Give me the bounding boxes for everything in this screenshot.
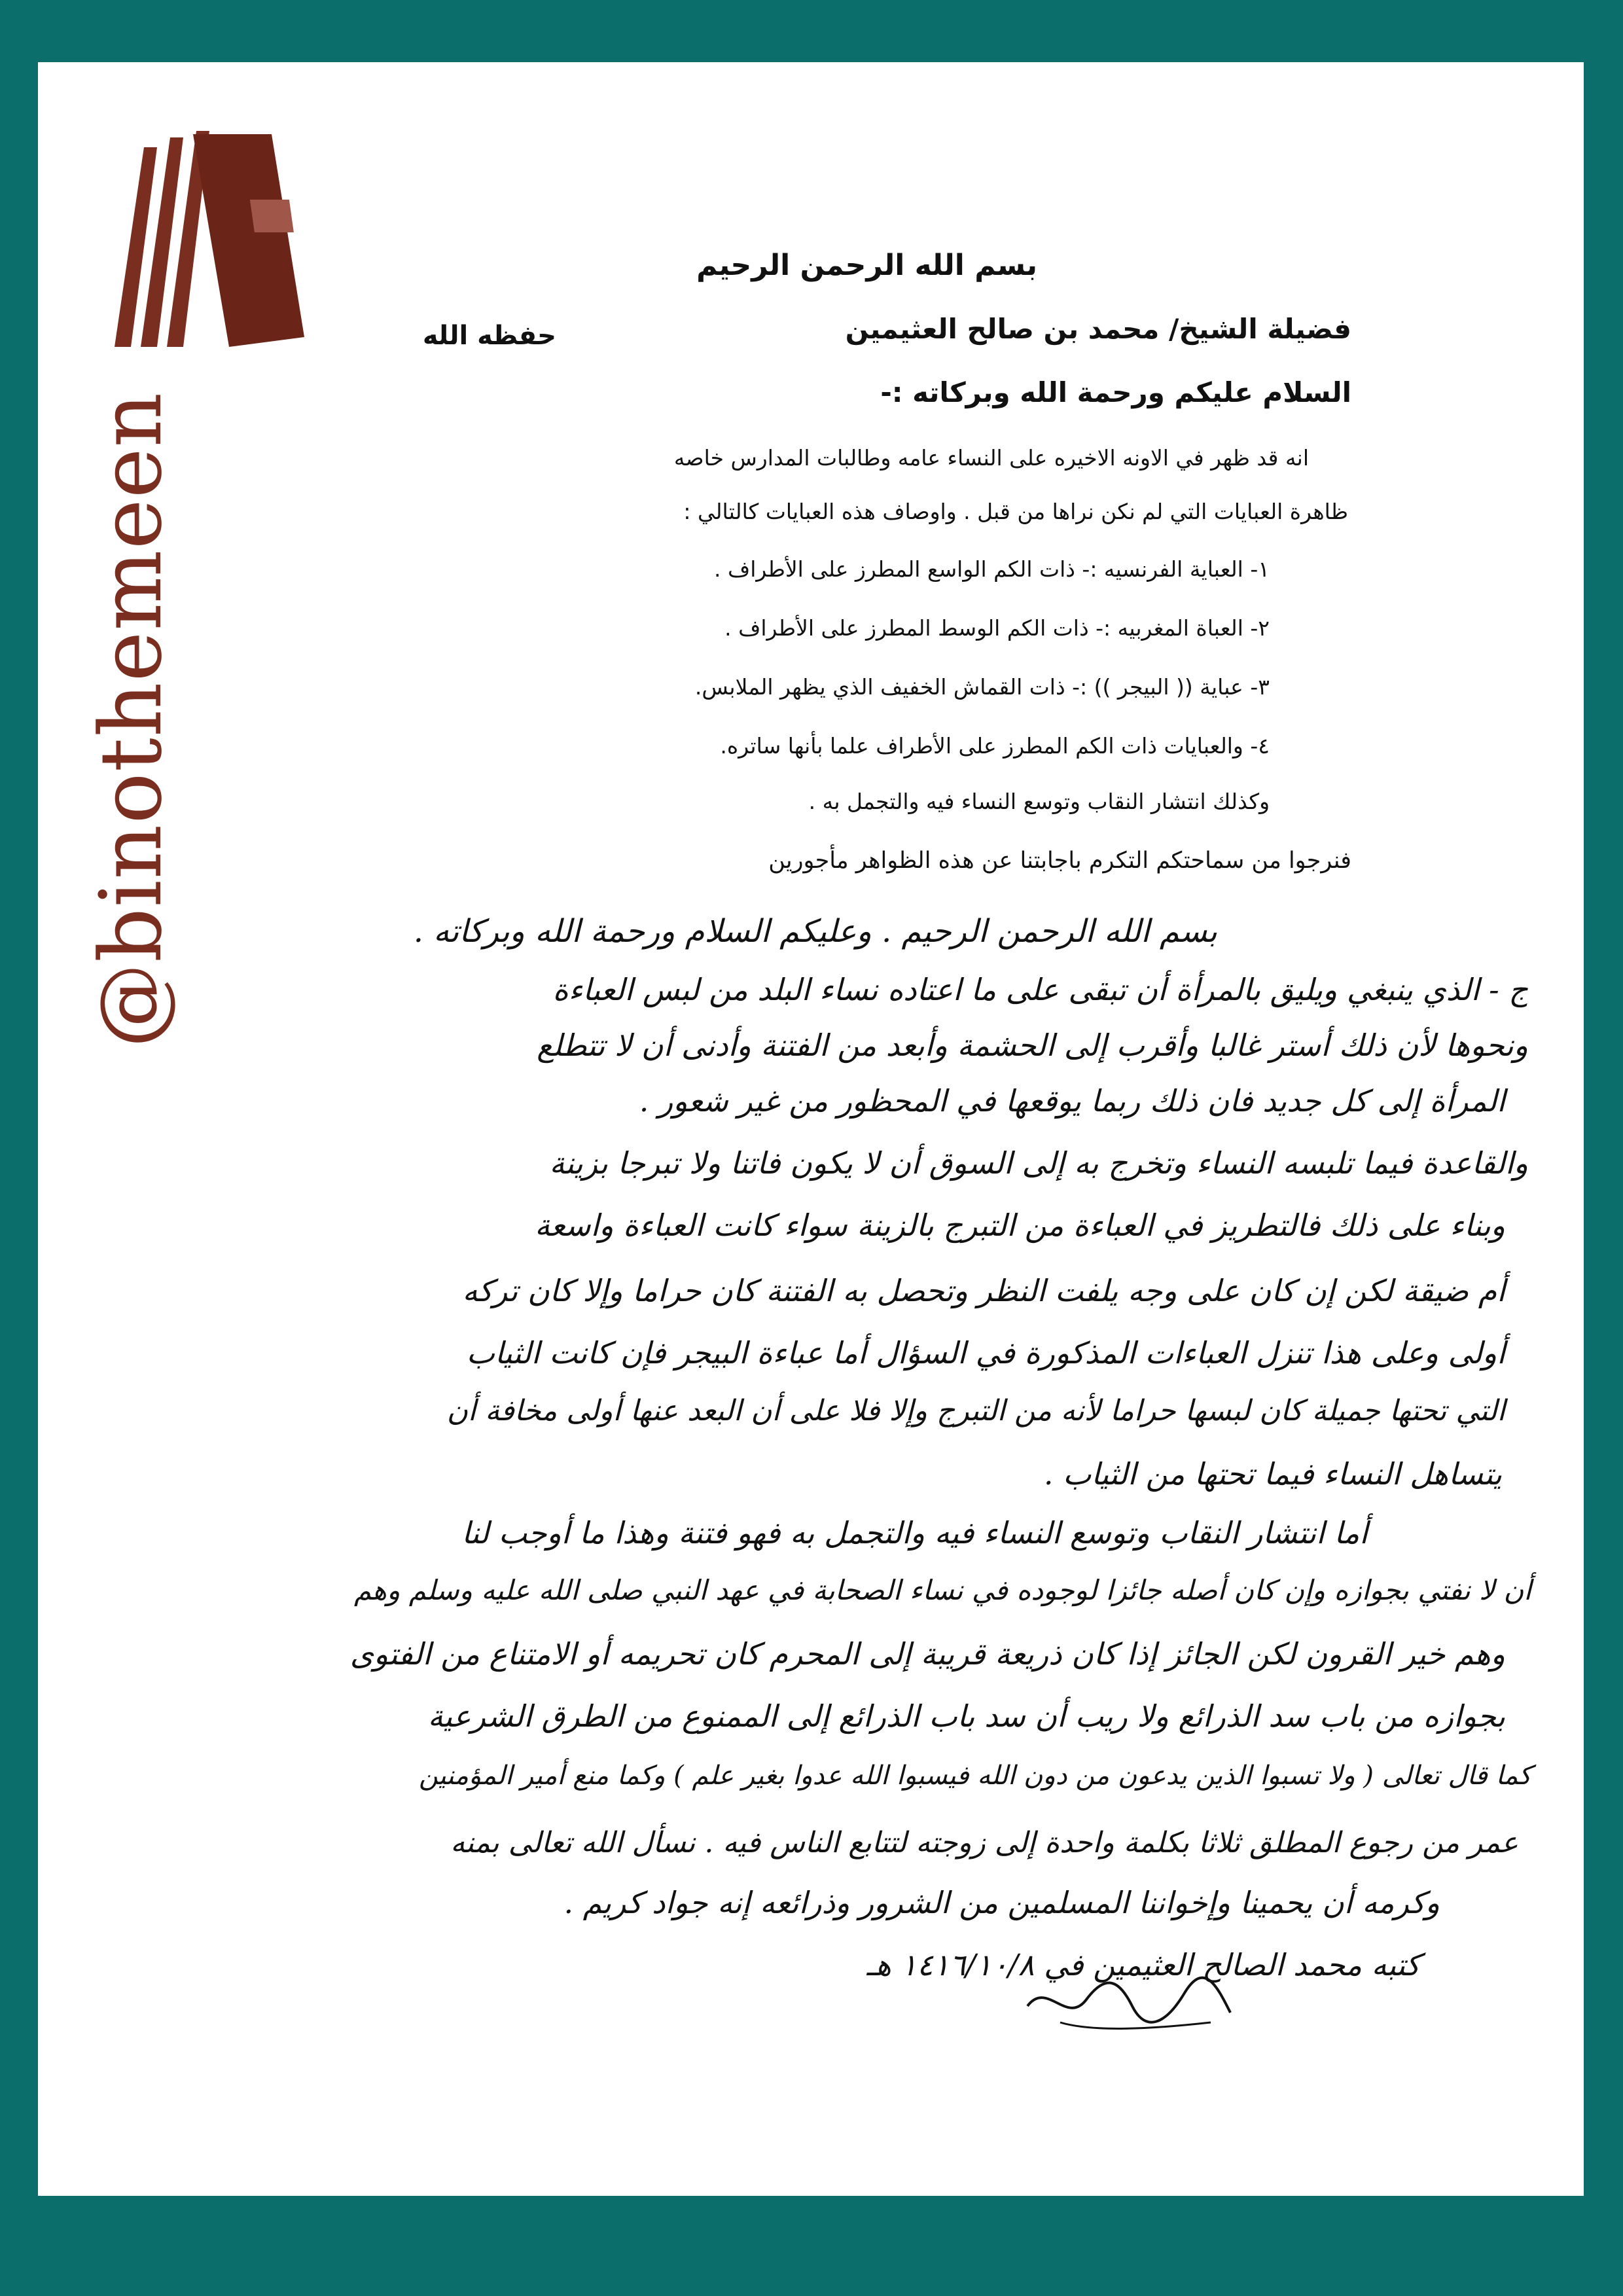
answer-line: ونحوها لأن ذلك أستر غالبا وأقرب إلى الحشمة وأبعد من الفتنة وأدنى أن لا تتطلع — [537, 1028, 1528, 1063]
answer-line: كما قال تعالى ( ولا تسبوا الذين يدعون من دون الله فيسبوا الله عدوا بغير علم ) وكما منع أمير المؤمنين — [419, 1761, 1531, 1791]
question-item-2: ٢- العباة المغربيه :- ذات الكم الوسط المطرز على الأطراف . — [724, 615, 1270, 641]
answer-line: عمر من رجوع المطلق ثلاثا بكلمة واحدة إلى زوجته لتتابع الناس فيه . نسأل الله تعالى بمنه — [450, 1826, 1518, 1859]
greeting: السلام عليكم ورحمة الله وبركاته :- — [880, 376, 1351, 408]
answer-line: أن لا نفتي بجوازه وإن كان أصله جائزا لوجوده في نساء الصحابة في عهد النبي صلى الله عليه وسلم وهم — [353, 1574, 1531, 1606]
question-item-4: ٤- والعبايات ذات الكم المطرز على الأطراف علما بأنها ساتره. — [720, 733, 1270, 759]
question-item-1: ١- العباية الفرنسيه :- ذات الكم الواسع المطرز على الأطراف . — [714, 556, 1270, 582]
signature-icon — [1021, 1967, 1237, 2039]
answer-line: يتساهل النساء فيما تحتها من الثياب . — [1043, 1456, 1502, 1492]
recipient: فضيلة الشيخ/ محمد بن صالح العثيمين — [845, 313, 1351, 345]
answer-line: أولى وعلى هذا تنزل العباءات المذكورة في السؤال أما عباءة البيجر فإن كانت الثياب — [466, 1335, 1505, 1371]
answer-signoff: كتبه محمد الصالح العثيمين في ١٤١٦/١٠/٨ هـ — [866, 1947, 1420, 1982]
answer-line: أما انتشار النقاب وتوسع النساء فيه والتجمل به فهو فتنة وهذا ما أوجب لنا — [461, 1515, 1368, 1551]
question-closing: فنرجوا من سماحتكم التكرم باجابتنا عن هذه الظواهر مأجورين — [768, 848, 1351, 874]
question-intro-1: انه قد ظهر في الاونه الاخيره على النساء عامه وطالبات المدارس خاصه — [673, 445, 1309, 471]
watermark-handle — [82, 393, 180, 1047]
document-paper — [38, 62, 1584, 2196]
answer-line: أم ضيقة لكن إن كان على وجه يلفت النظر وتحصل به الفتنة كان حراما وإلا كان تركه — [462, 1273, 1505, 1308]
answer-line: ج - الذي ينبغي ويليق بالمرأة أن تبقى على ما اعتاده نساء البلد من لبس العباءة — [552, 972, 1528, 1007]
answer-opening: بسم الله الرحمن الرحيم . وعليكم السلام ورحمة الله وبركاته . — [413, 913, 1217, 950]
book-logo-icon — [105, 121, 308, 357]
answer-line: والقاعدة فيما تلبسه النساء وتخرج به إلى السوق أن لا يكون فاتنا ولا تبرجا بزينة — [549, 1145, 1528, 1181]
question-intro-2: ظاهرة العبايات التي لم نكن نراها من قبل . واوصاف هذه العبايات كالتالي : — [683, 499, 1348, 524]
answer-line: بجوازه من باب سد الذرائع ولا ريب أن سد باب الذرائع إلى الممنوع من الطرق الشرعية — [427, 1698, 1505, 1734]
answer-line: وكرمه أن يحمينا وإخواننا المسلمين من الشرور وذرائعه إنه جواد كريم . — [563, 1885, 1440, 1920]
basmala: بسم الله الرحمن الرحيم — [696, 249, 1037, 282]
watermark-handle-text: @binothemeen — [81, 391, 181, 1049]
honorific: حفظه الله — [422, 321, 556, 351]
answer-line: التي تحتها جميلة كان لبسها حراما لأنه من التبرج وإلا فلا على أن البعد عنها أولى مخافة أن — [446, 1394, 1505, 1427]
question-item-5: وكذلك انتشار النقاب وتوسع النساء فيه والتجمل به . — [808, 789, 1270, 814]
answer-line: وهم خير القرون لكن الجائز إذا كان ذريعة قريبة إلى المحرم كان تحريمه أو الامتناع من الفتوى — [349, 1636, 1505, 1672]
answer-line: المرأة إلى كل جديد فان ذلك ربما يوقعها في المحظور من غير شعور . — [639, 1083, 1505, 1119]
question-item-3: ٣- عباية (( البيجر )) :- ذات القماش الخفيف الذي يظهر الملابس. — [694, 674, 1270, 700]
answer-line: وبناء على ذلك فالتطريز في العباءة من التبرج بالزينة سواء كانت العباءة واسعة — [535, 1208, 1505, 1243]
